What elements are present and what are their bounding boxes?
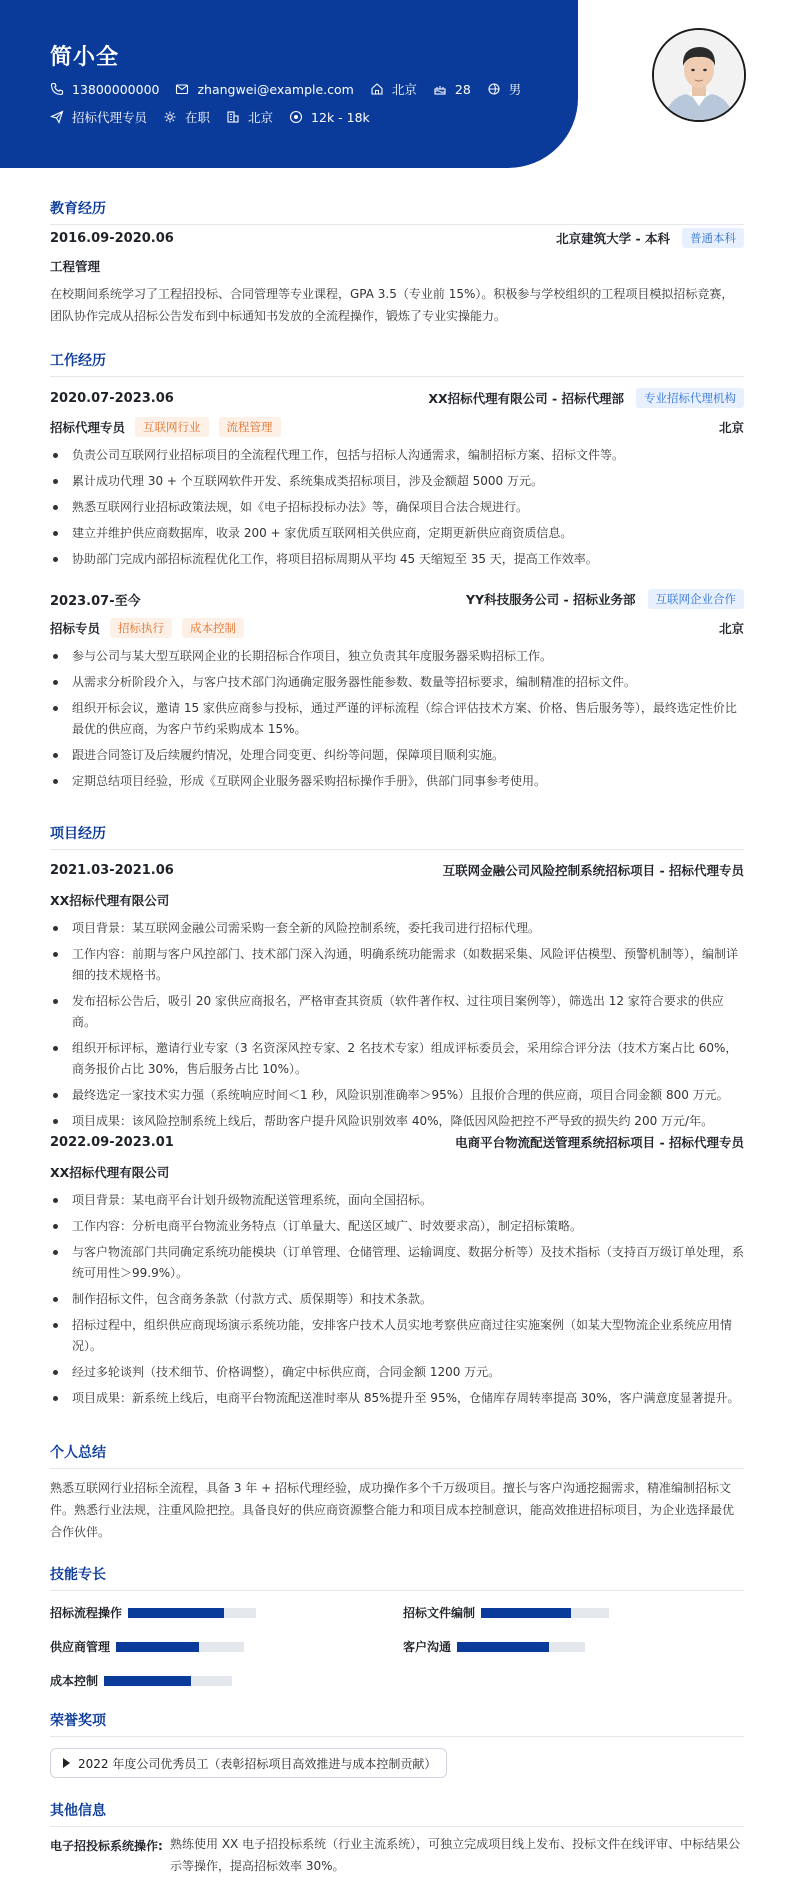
section-title-summary: 个人总结 (50, 1442, 744, 1469)
intent-row (50, 108, 386, 126)
work-company-tag: 互联网企业合作 (648, 589, 745, 609)
section-title-awards: 荣誉奖项 (50, 1710, 744, 1737)
list-item: 累计成功代理 30 + 个互联网软件开发、系统集成类招标项目，涉及金额超 5000 万元。 (50, 471, 744, 492)
education-school-group (556, 228, 744, 248)
status-value: 在职 (185, 110, 211, 125)
list-item: 项目成果：新系统上线后，电商平台物流配送准时率从 85%提升至 95%，仓储库存周转率提高 30%，客户满意度显著提升。 (50, 1388, 744, 1409)
work-role-row (50, 618, 744, 638)
list-item: 协助部门完成内部招标流程优化工作，将项目招标周期从平均 45 天缩短至 35 天，提高工作效率。 (50, 549, 744, 570)
target-city-item (226, 108, 273, 126)
phone-item (50, 82, 159, 97)
phone-icon (50, 82, 64, 96)
home-icon (370, 82, 384, 96)
email-value: zhangwei@example.com (197, 81, 354, 97)
list-item: 组织开标评标，邀请行业专家（3 名资深风控专家、2 名技术专家）组成评标委员会，采用综合评分法（技术方案占比 60%，商务报价占比 30%，售后服务占比 10%）。 (50, 1038, 744, 1080)
list-item: 制作招标文件，包含商务条款（付款方式、质保期等）和技术条款。 (50, 1289, 744, 1310)
candidate-name: 简小全 (50, 45, 120, 70)
list-item: 定期总结项目经验，形成《互联网企业服务器采购招标操作手册》，供部门同事参考使用。 (50, 771, 744, 792)
avatar-portrait (654, 30, 744, 120)
education-tag: 普通本科 (682, 228, 744, 248)
section-title-education: 教育经历 (50, 198, 744, 225)
project-bullets (50, 918, 744, 1137)
work-company-group (428, 388, 744, 408)
work-role-row (50, 417, 744, 437)
project-org: XX招标代理有限公司 (50, 893, 170, 908)
skill-item (50, 1604, 256, 1621)
header-banner (0, 0, 578, 168)
work-date: 2023.07-至今 (50, 593, 141, 609)
list-item: 跟进合同签订及后续履约情况，处理合同变更、纠纷等问题，保障项目顺利实施。 (50, 745, 744, 766)
section-title-projects: 项目经历 (50, 823, 744, 850)
location-value: 北京 (391, 82, 417, 97)
target-role-value: 招标代理专员 (72, 110, 148, 125)
skill-bar (116, 1642, 244, 1652)
skill-bar (481, 1608, 609, 1618)
section-title-work: 工作经历 (50, 350, 744, 377)
gender-value: 男 (508, 82, 522, 97)
contact-row (50, 80, 537, 98)
list-item: 从需求分析阶段介入，与客户技术部门沟通确定服务器性能参数、数量等招标要求，编制精准的招标文件。 (50, 672, 744, 693)
other-label: 电子招投标系统操作: (50, 1839, 163, 1853)
list-item: 工作内容：前期与客户风控部门、技术部门深入沟通，明确系统功能需求（如数据采集、风险评估模型、预警机制等），编制详细的技术规格书。 (50, 944, 744, 986)
skill-name: 客户沟通 (403, 1640, 452, 1654)
gender-icon (487, 82, 501, 96)
list-item: 项目成果：该风险控制系统上线后，帮助客户提升风险识别效率 40%，降低因风险把控不严导致的损失约 200 万元/年。 (50, 1111, 744, 1132)
project-org: XX招标代理有限公司 (50, 1165, 170, 1180)
education-major: 工程管理 (50, 259, 101, 274)
money-icon (289, 110, 303, 124)
award-text: 2022 年度公司优秀员工（表彰招标项目高效推进与成本控制贡献） (78, 1756, 437, 1771)
status-item (163, 108, 210, 126)
list-item: 工作内容：分析电商平台物流业务特点（订单量大、配送区域广、时效要求高），制定招标策略。 (50, 1216, 744, 1237)
salary-value: 12k - 18k (311, 109, 370, 125)
email-item (175, 82, 353, 97)
work-header (50, 589, 744, 609)
work-role: 招标专员 (50, 621, 101, 636)
work-skill-tag: 招标执行 (110, 618, 172, 638)
work-bullets (50, 646, 744, 797)
list-item: 负责公司互联网行业招标项目的全流程代理工作，包括与招标人沟通需求，编制招标方案、招标文件等。 (50, 445, 744, 466)
target-role-item (50, 108, 147, 126)
skill-item (403, 1604, 609, 1621)
education-description: 在校期间系统学习了工程招投标、合同管理等专业课程，GPA 3.5（专业前 15%）。积极参与学校组织的工程项目模拟招标竞赛，团队协作完成从招标公告发布到中标通知书发放的全流程操作，锻炼了专业实操能力。 (50, 287, 734, 323)
avatar (652, 28, 746, 122)
work-company-group (466, 589, 744, 609)
work-role-group (50, 618, 244, 638)
list-item: 参与公司与某大型互联网企业的长期招标合作项目，独立负责其年度服务器采购招标工作。 (50, 646, 744, 667)
mail-icon (175, 82, 189, 96)
target-city-value: 北京 (248, 110, 274, 125)
work-company-tag: 专业招标代理机构 (636, 388, 744, 408)
project-header (50, 1133, 744, 1151)
education-header (50, 228, 744, 248)
skill-item (50, 1672, 232, 1689)
skill-bar (457, 1642, 585, 1652)
list-item: 建立并维护供应商数据库，收录 200 + 家优质互联网相关供应商，定期更新供应商资质信息。 (50, 523, 744, 544)
work-skill-tag: 互联网行业 (135, 417, 209, 437)
list-item: 熟悉互联网行业招标政策法规，如《电子招标投标办法》等，确保项目合法合规进行。 (50, 497, 744, 518)
list-item: 最终选定一家技术实力强（系统响应时间＜1 秒，风险识别准确率＞95%）且报价合理的供应商，项目合同金额 800 万元。 (50, 1085, 744, 1106)
list-item: 经过多轮谈判（技术细节、价格调整），确定中标供应商，合同金额 1200 万元。 (50, 1362, 744, 1383)
phone-value: 13800000000 (72, 81, 160, 97)
skill-name: 成本控制 (50, 1674, 99, 1688)
skill-bar-fill (457, 1642, 549, 1652)
other-text: 熟练使用 XX 电子招投标系统（行业主流系统），可独立完成项目线上发布、投标文件在线评审、中标结果公示等操作，提高招标效率 30%。 (170, 1837, 741, 1873)
gender-item (487, 80, 522, 98)
education-date: 2016.09-2020.06 (50, 230, 174, 246)
age-value: 28 (454, 81, 471, 97)
skill-name: 供应商管理 (50, 1640, 111, 1654)
cake-icon (433, 82, 447, 96)
salary-item (289, 110, 370, 125)
project-header (50, 861, 744, 879)
summary-text: 熟悉互联网行业招标全流程，具备 3 年 + 招标代理经验，成功操作多个千万级项目。擅长与客户沟通挖掘需求，精准编制招标文件。熟悉行业法规，注重风险把控。具备良好的供应商资源整合能力和项目成本控制意识，能高效推进招标项目，为企业选择最优合作伙伴。 (50, 1481, 735, 1539)
project-title: 互联网金融公司风险控制系统招标项目 - 招标代理专员 (442, 863, 744, 878)
education-school: 北京建筑大学 - 本科 (556, 231, 670, 246)
list-item: 项目背景：某电商平台计划升级物流配送管理系统，面向全国招标。 (50, 1190, 744, 1211)
age-item (433, 82, 471, 97)
section-title-other: 其他信息 (50, 1800, 744, 1827)
skill-name: 招标文件编制 (403, 1606, 476, 1620)
work-company: XX招标代理有限公司 - 招标代理部 (428, 391, 624, 406)
list-item: 与客户物流部门共同确定系统功能模块（订单管理、仓储管理、运输调度、数据分析等）及技术指标（支持百万级订单处理，系统可用性＞99.9%）。 (50, 1242, 744, 1284)
skill-name: 招标流程操作 (50, 1606, 123, 1620)
list-item: 发布招标公告后，吸引 20 家供应商报名，严格审查其资质（软件著作权、过往项目案例等），筛选出 12 家符合要求的供应商。 (50, 991, 744, 1033)
list-item: 招标过程中，组织供应商现场演示系统功能，安排客户技术人员实地考察供应商过往实施案例（如某大型物流企业系统应用情况）。 (50, 1315, 744, 1357)
skill-bar (128, 1608, 256, 1618)
project-date: 2021.03-2021.06 (50, 862, 174, 878)
work-skill-tag: 成本控制 (182, 618, 244, 638)
project-bullets (50, 1190, 744, 1414)
work-bullets (50, 445, 744, 575)
work-company: YY科技服务公司 - 招标业务部 (466, 592, 636, 607)
work-city: 北京 (718, 621, 744, 636)
send-icon (50, 110, 64, 124)
section-title-skills: 技能专长 (50, 1564, 744, 1591)
skill-item (50, 1638, 244, 1655)
list-item: 项目背景：某互联网金融公司需采购一套全新的风险控制系统，委托我司进行招标代理。 (50, 918, 744, 939)
location-item (370, 80, 417, 98)
list-item: 组织开标会议，邀请 15 家供应商参与投标，通过严谨的评标流程（综合评估技术方案、价格、售后服务等），最终选定性价比最优的供应商，为客户节约采购成本 15%。 (50, 698, 744, 740)
work-role-group (50, 417, 281, 437)
work-date: 2020.07-2023.06 (50, 390, 174, 406)
skill-bar-fill (104, 1676, 191, 1686)
project-date: 2022.09-2023.01 (50, 1134, 174, 1150)
skill-item (403, 1638, 585, 1655)
work-role: 招标代理专员 (50, 420, 126, 435)
work-city: 北京 (718, 420, 744, 435)
building-icon (226, 110, 240, 124)
skill-bar-fill (128, 1608, 224, 1618)
work-header (50, 388, 744, 408)
skill-bar (104, 1676, 232, 1686)
work-skill-tag: 流程管理 (219, 417, 281, 437)
project-title: 电商平台物流配送管理系统招标项目 - 招标代理专员 (455, 1135, 744, 1150)
award-item[interactable] (50, 1748, 447, 1778)
skill-bar-fill (481, 1608, 571, 1618)
expand-triangle-icon[interactable] (63, 1758, 70, 1768)
gear-icon (163, 110, 177, 124)
skill-bar-fill (116, 1642, 199, 1652)
